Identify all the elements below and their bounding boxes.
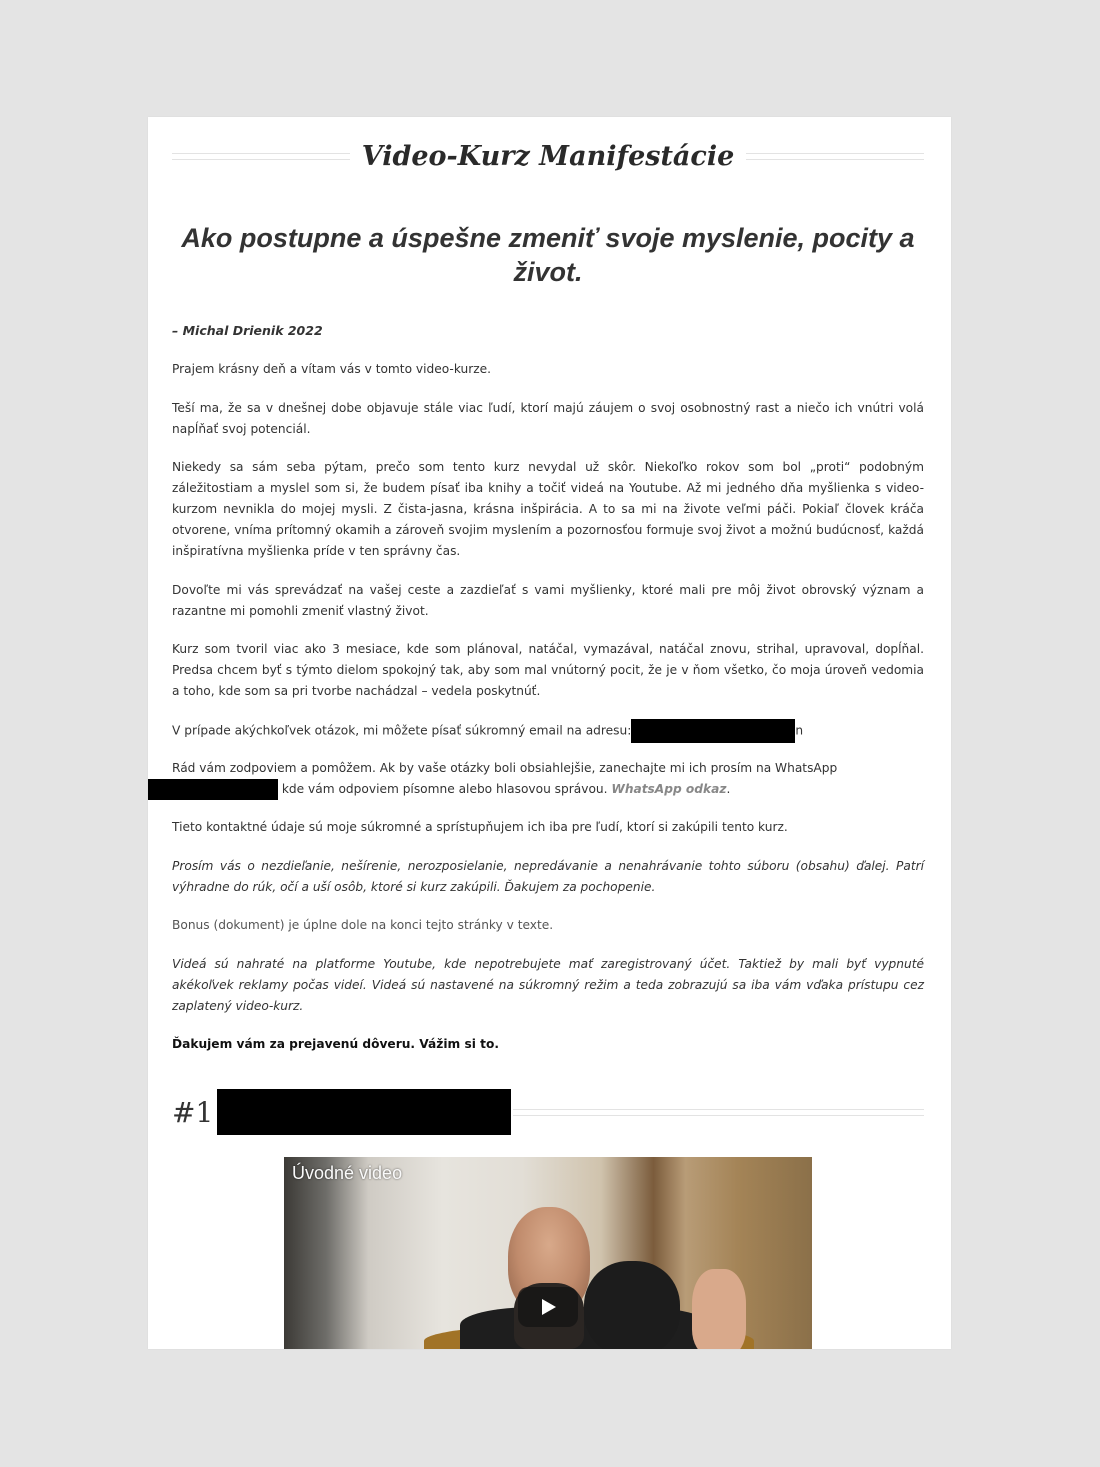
video-scene-object [584,1261,680,1349]
course-title: Video-Kurz Manifestácie [361,140,735,172]
section-divider [513,1109,924,1116]
main-heading: Ako postupne a úspešne zmeniť svoje myslenie, pocity a život. [181,223,915,287]
video-player[interactable] [284,1157,812,1349]
greeting-paragraph: Prajem krásny deň a vítam vás v tomto video-kurze. [172,362,492,376]
creation-paragraph: Kurz som tvoril viac ako 3 mesiace, kde som plánoval, natáčal, vymazával, natáčal znovu, strihal, upravoval, dopĺňal. Predsa chcem byť s týmto dielom spokojný tak, aby som mal vnútorný pocit, že je v ňom všetko, čo moja úroveň vedomia a toho, kde som sa pri tvorbe nachádzal – vedela poskytnúť. [172,642,924,698]
play-icon[interactable] [518,1287,578,1327]
whatsapp-reply-text: kde vám odpoviem písomne alebo hlasovou správou. [281,782,608,796]
story-paragraph: Niekedy sa sám seba pýtam, prečo som tento kurz nevydal už skôr. Niekoľko rokov som bol „proti“ podobným záležitostiam a myslel som si, že budem písať iba knihy a točiť videá na Youtube. Až mi jedného dňa myšlienka s video-kurzom nevnikla do mojej mysli. Z čista-jasna, krásna inšpirácia. A to sa mi na živote veľmi páči. Pokiaľ človek kráča otvorene, vníma prítomný okamih a zároveň svojim myslením a pozornosťou formuje svoj život a možnú budúcnosť, každá inšpiratívna myšlienka príde v ten správny čas. [172,460,924,558]
bonus-paragraph: Bonus (dokument) je úplne dole na konci tejto stránky v texte. [172,918,554,932]
private-contact-paragraph: Tieto kontaktné údaje sú moje súkromné a sprístupňujem ich iba pre ľudí, ktorí si zakúpili tento kurz. [172,820,788,834]
intro-paragraph: Teší ma, že sa v dnešnej dobe objavuje stále viac ľudí, ktorí majú záujem o svoj osobnostný rast a niečo ich vnútri volá napĺňať svoj potenciál. [172,401,924,436]
whatsapp-text: Rád vám zodpoviem a pomôžem. Ak by vaše otázky boli obsiahlejšie, zanechajte mi ich prosím na WhatsApp [172,761,838,775]
redacted-section-title [217,1089,511,1135]
accompany-paragraph: Dovoľte mi vás sprevádzať na vašej ceste a zazdieľať s vami myšlienky, ktoré mali pre môj život obrovský význam a razantne mi pomohli zmeniť vlastný život. [172,583,924,618]
video-title: Úvodné video [292,1163,403,1183]
title-divider-right [746,153,924,160]
page [148,117,951,1349]
title-divider-left [172,153,350,160]
request-paragraph: Prosím vás o nezdieľanie, nešírenie, nerozposielanie, nepredávanie a nenahrávanie tohto súboru (obsahu) ďalej. Patrí výhradne do rúk, očí a uší osôb, ktoré si kurz zakúpili. Ďakujem za pochopenie. [172,859,924,894]
whatsapp-paragraph [172,758,924,779]
email-tail: n [795,723,804,738]
redacted-phone [148,779,278,800]
redacted-email [631,719,795,743]
whatsapp-link[interactable]: WhatsApp odkaz [611,782,727,796]
author-line: – Michal Drienik 2022 [172,323,323,338]
whatsapp-paragraph-line2: kde vám odpoviem písomne alebo hlasovou správou. WhatsApp odkaz. [148,779,924,800]
email-prefix: V prípade akýchkoľvek otázok, mi môžete písať súkromný email na adresu: [172,723,632,738]
videos-paragraph: Videá sú nahraté na platforme Youtube, kde nepotrebujete mať zaregistrovaný účet. Taktiež by mali byť vypnuté akékoľvek reklamy počas videí. Videá sú nastavené na súkromný režim a teda zobrazujú sa iba vám vďaka prístupu cez zaplatený video-kurz. [172,957,924,1013]
course-title-row [172,135,924,177]
section-heading [172,1089,924,1135]
video-scene-hand [692,1269,746,1349]
thanks-paragraph: Ďakujem vám za prejavenú dôveru. Vážim si to. [172,1037,499,1051]
section-number: #1 [172,1095,214,1129]
email-paragraph [172,719,924,743]
